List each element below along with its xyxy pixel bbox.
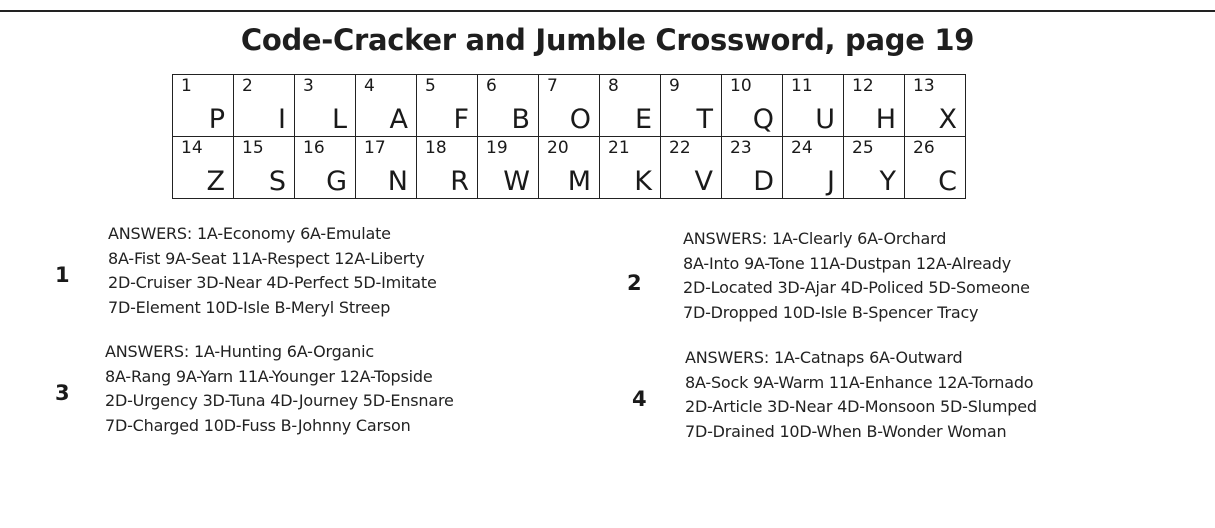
- answer-line: ANSWERS: 1A-Catnaps 6A-Outward: [685, 348, 963, 367]
- cell-number: 12: [852, 76, 874, 96]
- cell-letter: V: [694, 166, 713, 197]
- cell-number: 18: [425, 138, 447, 158]
- code-key-cell: [783, 137, 844, 199]
- code-key-cell: [539, 75, 600, 137]
- cell-number: 3: [303, 76, 314, 96]
- code-key-cell: [905, 75, 966, 137]
- cell-letter: I: [278, 104, 286, 135]
- answer-line: 7D-Drained 10D-When B-Wonder Woman: [685, 421, 1007, 441]
- code-key-cell: [417, 75, 478, 137]
- cell-number: 20: [547, 138, 569, 158]
- code-key-cell: [234, 137, 295, 199]
- cell-letter: R: [450, 166, 469, 197]
- cell-letter: F: [453, 104, 469, 135]
- cell-letter: Q: [752, 104, 774, 135]
- cell-letter: J: [827, 166, 835, 197]
- code-key-cell: [661, 75, 722, 137]
- answer-line: 8A-Rang 9A-Yarn 11A-Younger 12A-Topside: [105, 366, 433, 386]
- cell-letter: Y: [879, 166, 896, 197]
- code-key-grid: [172, 74, 966, 199]
- answer-line: 2D-Cruiser 3D-Near 4D-Perfect 5D-Imitate: [108, 273, 437, 292]
- cell-number: 10: [730, 76, 752, 96]
- code-key-cell: [173, 137, 234, 199]
- cell-letter: B: [511, 104, 530, 135]
- top-rule: [0, 10, 1215, 12]
- cell-letter: S: [268, 166, 286, 197]
- answer-lines: [685, 346, 1037, 444]
- cell-letter: K: [634, 166, 652, 197]
- answer-line: 7D-Element 10D-Isle B-Meryl Streep: [108, 297, 391, 317]
- cell-letter: X: [938, 104, 957, 135]
- code-key-cell: [295, 75, 356, 137]
- cell-letter: Z: [206, 166, 225, 197]
- puzzle-number: 1: [55, 263, 70, 287]
- answer-line: 2D-Located 3D-Ajar 4D-Policed 5D-Someone: [683, 278, 1030, 297]
- cell-number: 2: [242, 76, 253, 96]
- code-key-cell: [600, 137, 661, 199]
- cell-number: 23: [730, 138, 752, 158]
- answer-lines: [105, 340, 454, 438]
- code-key-cell: [478, 75, 539, 137]
- cell-number: 6: [486, 76, 497, 96]
- cell-number: 8: [608, 76, 619, 96]
- cell-number: 16: [303, 138, 325, 158]
- code-key-cell: [844, 75, 905, 137]
- answer-line: 8A-Fist 9A-Seat 11A-Respect 12A-Liberty: [108, 248, 425, 268]
- puzzle-number: 3: [55, 381, 70, 405]
- cell-number: 5: [425, 76, 436, 96]
- cell-number: 19: [486, 138, 508, 158]
- code-key-cell: [356, 75, 417, 137]
- code-key-cell: [539, 137, 600, 199]
- cell-letter: U: [815, 104, 835, 135]
- cell-number: 4: [364, 76, 375, 96]
- cell-letter: O: [569, 104, 591, 135]
- answer-line: 8A-Into 9A-Tone 11A-Dustpan 12A-Already: [683, 253, 1011, 273]
- cell-letter: P: [208, 104, 225, 135]
- answer-lines: [108, 222, 437, 320]
- cell-letter: C: [938, 166, 957, 197]
- cell-number: 13: [913, 76, 935, 96]
- cell-number: 9: [669, 76, 680, 96]
- puzzle-number: 2: [627, 271, 642, 295]
- cell-letter: W: [503, 166, 530, 197]
- answer-line: 7D-Charged 10D-Fuss B-Johnny Carson: [105, 415, 411, 435]
- puzzle-number: 4: [632, 387, 647, 411]
- answer-line: ANSWERS: 1A-Hunting 6A-Organic: [105, 342, 374, 361]
- cell-number: 14: [181, 138, 203, 158]
- code-key-cell: [722, 137, 783, 199]
- cell-letter: G: [326, 166, 347, 197]
- cell-letter: D: [753, 166, 774, 197]
- cell-number: 11: [791, 76, 813, 96]
- code-key-cell: [356, 137, 417, 199]
- code-key-cell: [905, 137, 966, 199]
- cell-letter: A: [389, 104, 408, 135]
- cell-letter: N: [387, 166, 408, 197]
- cell-number: 25: [852, 138, 874, 158]
- cell-letter: L: [331, 104, 347, 135]
- cell-number: 24: [791, 138, 813, 158]
- code-key-row: [173, 75, 966, 137]
- code-key-cell: [478, 137, 539, 199]
- cell-number: 17: [364, 138, 386, 158]
- cell-number: 22: [669, 138, 691, 158]
- answer-line: 2D-Urgency 3D-Tuna 4D-Journey 5D-Ensnare: [105, 391, 454, 410]
- cell-letter: M: [567, 166, 591, 197]
- cell-number: 7: [547, 76, 558, 96]
- code-key-cell: [234, 75, 295, 137]
- code-key-cell: [783, 75, 844, 137]
- code-key-cell: [600, 75, 661, 137]
- answer-line: ANSWERS: 1A-Clearly 6A-Orchard: [683, 229, 947, 248]
- answer-line: 7D-Dropped 10D-Isle B-Spencer Tracy: [683, 302, 979, 322]
- cell-number: 15: [242, 138, 264, 158]
- answer-lines: [683, 227, 1030, 325]
- code-key-cell: [173, 75, 234, 137]
- code-key-cell: [417, 137, 478, 199]
- cell-letter: H: [875, 104, 896, 135]
- answer-line: 8A-Sock 9A-Warm 11A-Enhance 12A-Tornado: [685, 372, 1034, 392]
- code-key-cell: [844, 137, 905, 199]
- answer-line: ANSWERS: 1A-Economy 6A-Emulate: [108, 224, 391, 243]
- answer-line: 2D-Article 3D-Near 4D-Monsoon 5D-Slumped: [685, 397, 1037, 416]
- page-title: Code-Cracker and Jumble Crossword, page 19: [240, 23, 975, 57]
- cell-letter: T: [696, 104, 713, 135]
- code-key-row: [173, 137, 966, 199]
- code-key-cell: [295, 137, 356, 199]
- code-key-cell: [661, 137, 722, 199]
- cell-number: 21: [608, 138, 630, 158]
- cell-number: 1: [181, 76, 192, 96]
- cell-number: 26: [913, 138, 935, 158]
- code-key-cell: [722, 75, 783, 137]
- cell-letter: E: [634, 104, 652, 135]
